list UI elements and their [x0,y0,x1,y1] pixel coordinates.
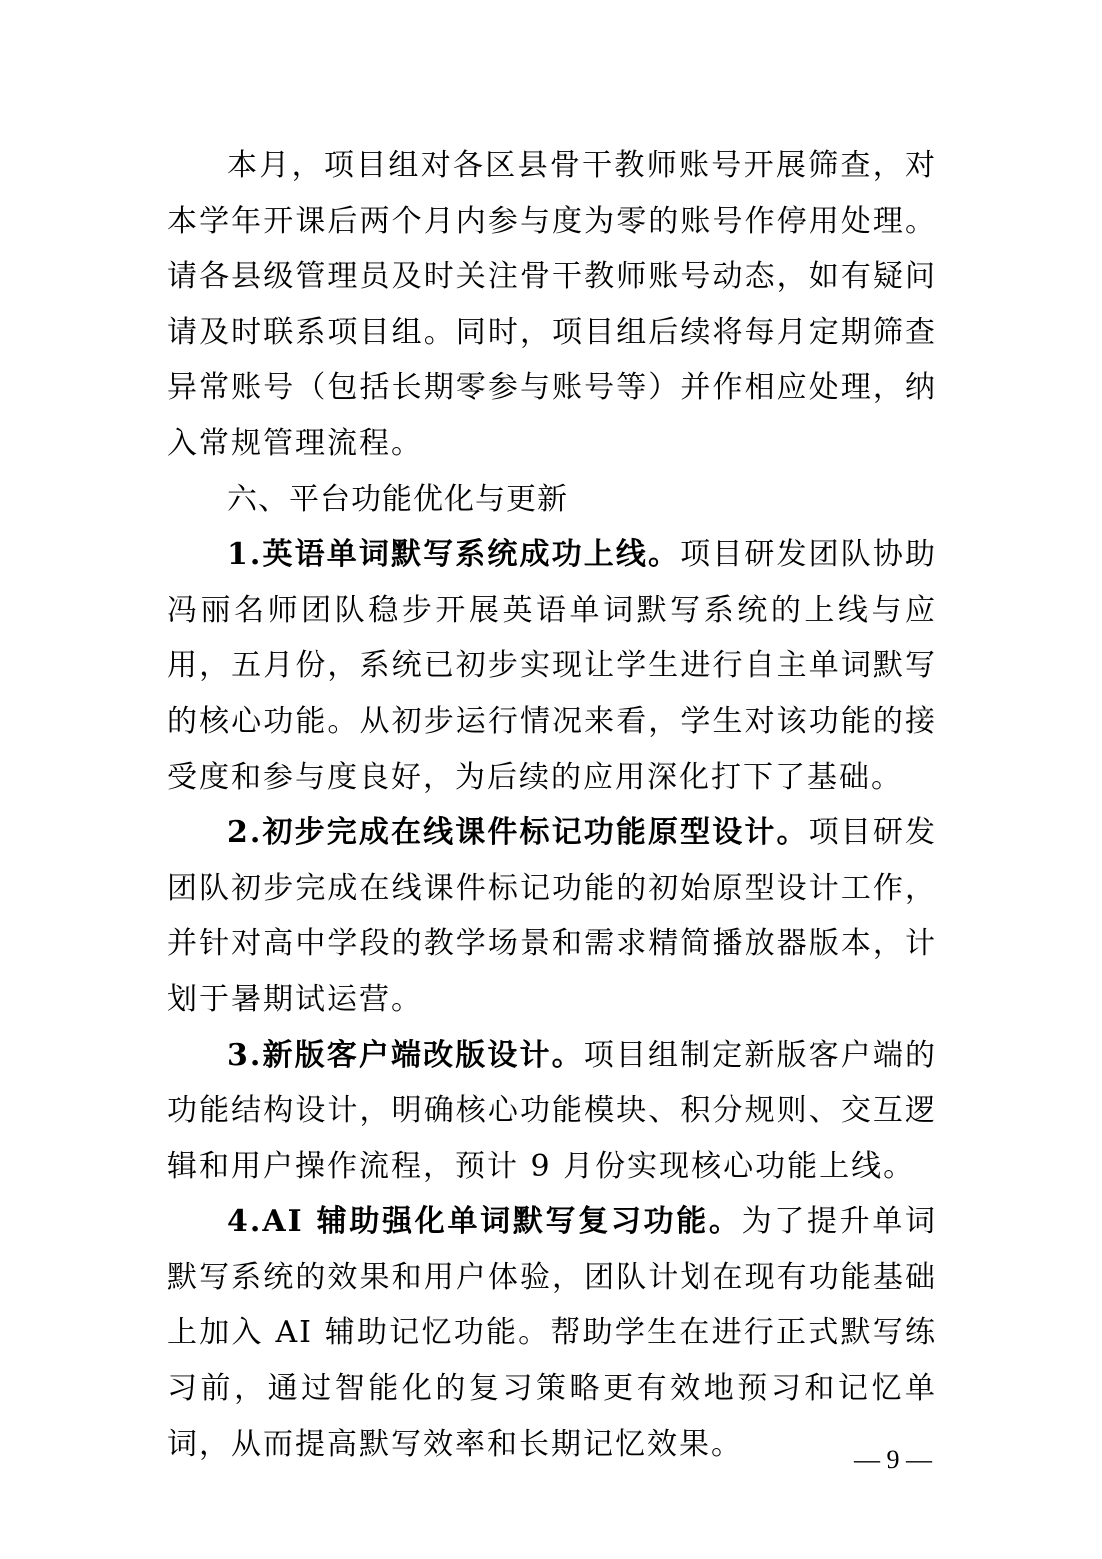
paragraph-item-3 [167,1028,937,1195]
document-page [167,138,937,1472]
item-4-body: 为了提升单词默写系统的效果和用户体验，团队计划在现有功能基础上加入 AI 辅助记忆功能。帮助学生在进行正式默写练习前，通过智能化的复习策略更有效地预习和记忆单词，从而提高默写效率和长期记忆效果。 [167,1204,937,1462]
item-3-body: 项目组制定新版客户端的功能结构设计，明确核心功能模块、积分规则、交互逻辑和用户操作流程，预计 9 月份实现核心功能上线。 [167,1037,937,1184]
paragraph-item-1 [167,527,937,805]
item-3-title: 3.新版客户端改版设计。 [227,1037,584,1073]
item-4-title: 4.AI 辅助强化单词默写复习功能。 [227,1204,742,1240]
item-2-body: 项目研发团队初步完成在线课件标记功能的初始原型设计工作，并针对高中学段的教学场景和需求精简播放器版本，计划于暑期试运营。 [167,815,937,1017]
paragraph-item-4 [167,1194,937,1472]
item-1-title: 1.英语单词默写系统成功上线。 [227,537,681,573]
item-1-body: 项目研发团队协助冯丽名师团队稳步开展英语单词默写系统的上线与应用，五月份，系统已初步实现让学生进行自主单词默写的核心功能。从初步运行情况来看，学生对该功能的接受度和参与度良好，为后续的应用深化打下了基础。 [167,537,937,795]
item-2-title: 2.初步完成在线课件标记功能原型设计。 [227,815,809,851]
paragraph-intro: 本月，项目组对各区县骨干教师账号开展筛查，对本学年开课后两个月内参与度为零的账号作停用处理。请各县级管理员及时关注骨干教师账号动态，如有疑问请及时联系项目组。同时，项目组后续将每月定期筛查异常账号（包括长期零参与账号等）并作相应处理，纳入常规管理流程。 [167,148,937,461]
page-number: — 9 — [854,1445,932,1474]
paragraph-item-2 [167,805,937,1027]
section-heading: 六、平台功能优化与更新 [227,481,568,517]
